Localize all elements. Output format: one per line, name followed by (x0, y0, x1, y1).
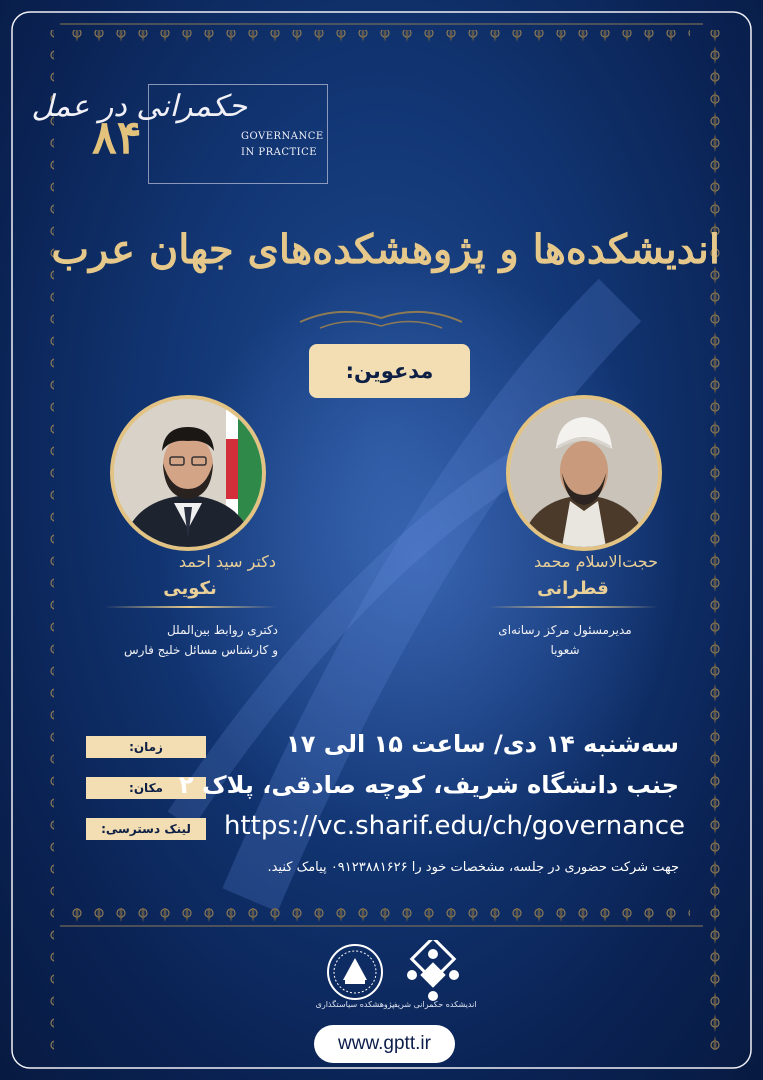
gptt-caption: اندیشکده حکمرانی شریف (389, 1000, 477, 1009)
place-label: مکان: (86, 777, 206, 799)
place-value: جنب دانشگاه شریف، کوچه صادقی، پلاک ۲ (179, 771, 679, 799)
speaker-1-photo (506, 395, 662, 551)
speaker-1-divider (488, 606, 658, 608)
series-title-en-line2: IN PRACTICE (241, 147, 318, 158)
series-title-fa: حکمرانی در عمل (31, 89, 247, 124)
time-value: سه‌شنبه ۱۴ دی/ ساعت ۱۵ الی ۱۷ (286, 730, 679, 758)
invitees-label: مدعوین: (309, 344, 470, 398)
speaker-2-divider (104, 606, 276, 608)
website-link[interactable]: www.gptt.ir (314, 1025, 455, 1063)
speaker-1-prefix: حجت‌الاسلام محمد (534, 552, 658, 571)
speaker-2-name: نکویی (163, 578, 217, 599)
link-label: لینک دسترسی: (86, 818, 206, 840)
speaker-1-name: قطرانی (537, 578, 609, 599)
access-link[interactable]: https://vc.sharif.edu/ch/governance (223, 811, 685, 841)
main-title: اندیشکده‌ها و پژوهشکده‌های جهان عرب (51, 226, 720, 273)
speaker-2-role-line2: و کارشناس مسائل خلیج فارس (123, 643, 278, 657)
time-label: زمان: (86, 736, 206, 758)
series-title-en-line1: GOVERNANCE (241, 131, 324, 142)
speaker-1-role-line2: شعوبا (550, 643, 580, 657)
speaker-2-role-line1: دکتری روابط بین‌الملل (166, 623, 278, 637)
speaker-2-photo (110, 395, 266, 551)
speaker-1-role-line1: مدیرمسئول مرکز رسانه‌ای (498, 623, 632, 637)
policy-institute-caption: پژوهشکده سیاستگذاری (315, 1000, 395, 1009)
issue-number: ۸۴ (92, 110, 142, 164)
speaker-2-prefix: دکتر سید احمد (178, 552, 276, 571)
registration-note: جهت شرکت حضوری در جلسه، مشخصات خود را ۰۹۱۲۳۸۸۱۶۲۶ پیامک کنید. (267, 860, 679, 875)
